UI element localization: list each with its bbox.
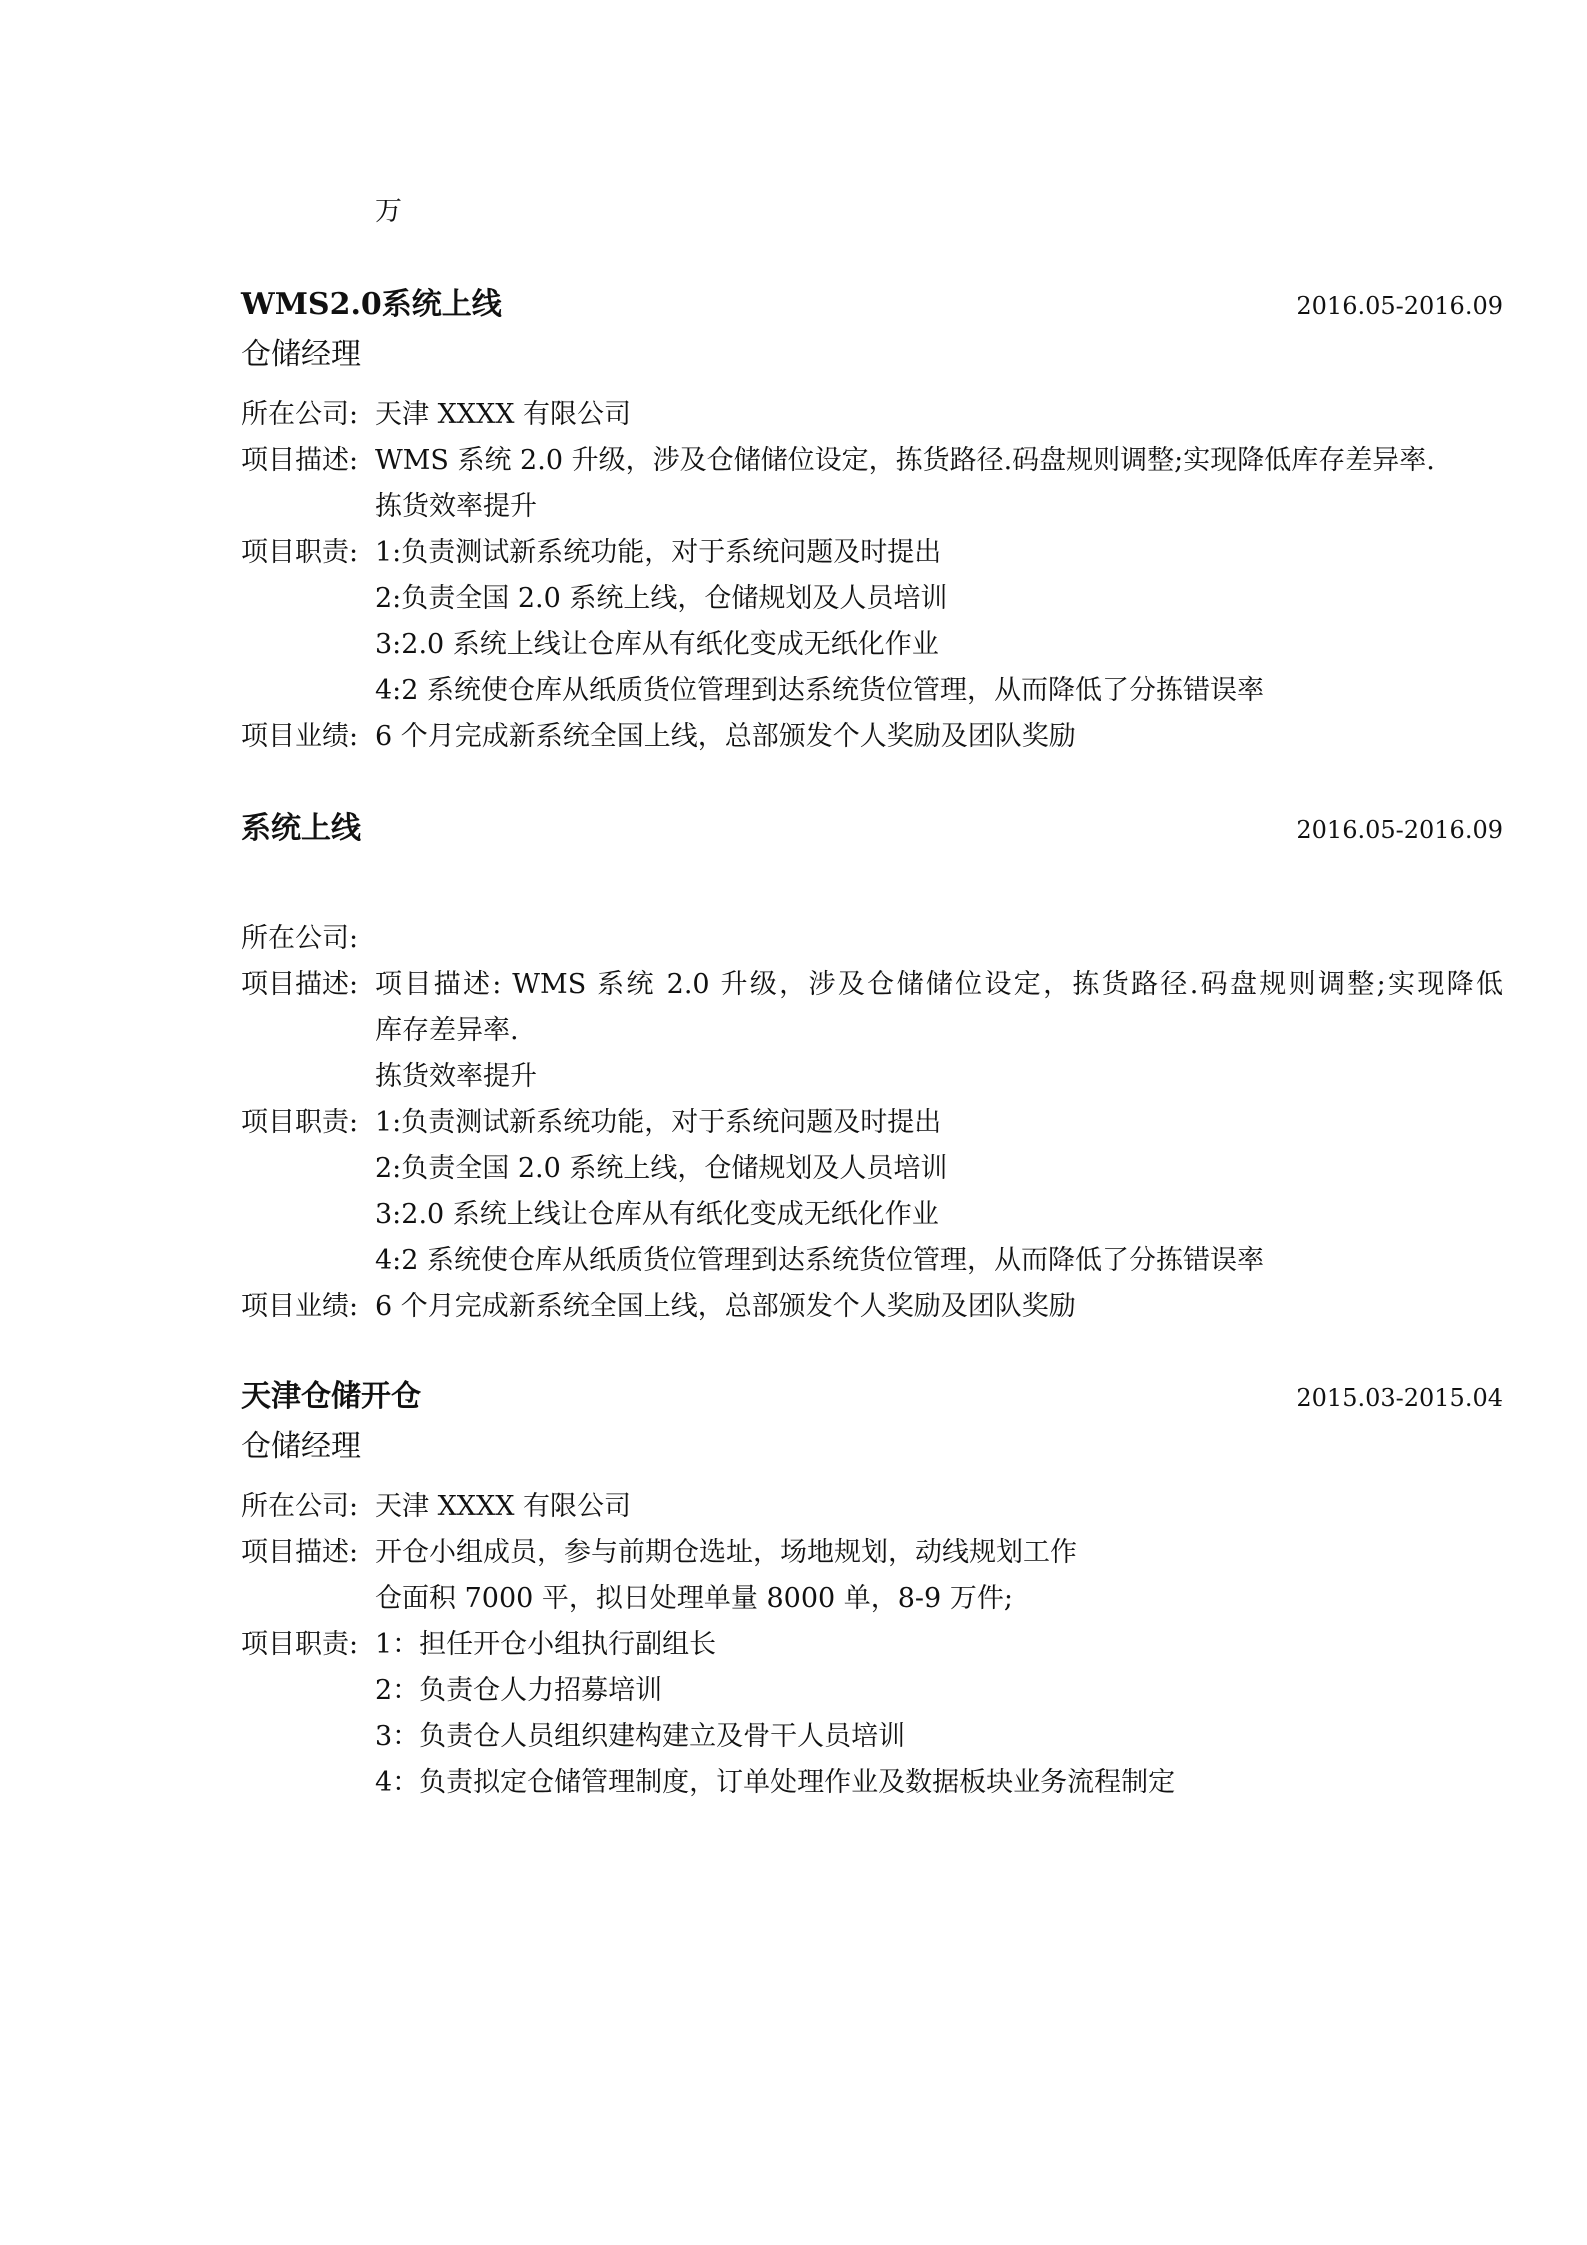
- duty-label: 项目职责:: [241, 1629, 359, 1660]
- company-label: 所在公司:: [241, 1491, 359, 1522]
- duty-item: 1:负责测试新系统功能，对于系统问题及时提出: [375, 1107, 942, 1138]
- desc-line: WMS 系统 2.0 升级，涉及仓储储位设定，拣货路径.码盘规则调整;实现降低库存差异率.: [375, 445, 1435, 476]
- project-date: 2016.05-2016.09: [1296, 292, 1503, 320]
- project-date: 2015.03-2015.04: [1296, 1384, 1503, 1412]
- duty-item: 1：担任开仓小组执行副组长: [375, 1629, 717, 1660]
- desc-label: 项目描述:: [241, 445, 359, 476]
- duty-item: 2:负责全国 2.0 系统上线，仓储规划及人员培训: [375, 1153, 948, 1184]
- duty-item: 3：负责仓人员组织建构建立及骨干人员培训: [375, 1721, 906, 1752]
- company-label: 所在公司:: [241, 399, 359, 430]
- continuation-text: 万: [375, 196, 402, 227]
- duty-item: 4:2 系统使仓库从纸质货位管理到达系统货位管理，从而降低了分拣错误率: [375, 675, 1265, 706]
- result-value: 6 个月完成新系统全国上线，总部颁发个人奖励及团队奖励: [375, 721, 1076, 752]
- duty-item: 3:2.0 系统上线让仓库从有纸化变成无纸化作业: [375, 1199, 939, 1230]
- project-role: 仓储经理: [241, 1429, 361, 1464]
- desc-line: 仓面积 7000 平，拟日处理单量 8000 单，8-9 万件;: [375, 1583, 1013, 1614]
- desc-line: 拣货效率提升: [375, 1061, 537, 1092]
- desc-line: 库存差异率.: [375, 1015, 519, 1046]
- company-label: 所在公司:: [241, 923, 359, 954]
- desc-line: 拣货效率提升: [375, 491, 537, 522]
- project-title: 系统上线: [241, 811, 361, 846]
- result-label: 项目业绩:: [241, 721, 359, 752]
- project-title: 天津仓储开仓: [241, 1379, 421, 1414]
- project-role: 仓储经理: [241, 337, 361, 372]
- project-title: WMS2.0系统上线: [241, 287, 502, 322]
- result-value: 6 个月完成新系统全国上线，总部颁发个人奖励及团队奖励: [375, 1291, 1076, 1322]
- desc-label: 项目描述:: [241, 969, 359, 1000]
- company-value: 天津 XXXX 有限公司: [375, 399, 632, 430]
- duty-label: 项目职责:: [241, 537, 359, 568]
- desc-line: 项目描述: WMS 系统 2.0 升级，涉及仓储储位设定，拣货路径.码盘规则调整;实现降低: [375, 969, 1503, 1000]
- result-label: 项目业绩:: [241, 1291, 359, 1322]
- project-date: 2016.05-2016.09: [1296, 816, 1503, 844]
- desc-label: 项目描述:: [241, 1537, 359, 1568]
- duty-label: 项目职责:: [241, 1107, 359, 1138]
- duty-item: 4：负责拟定仓储管理制度，订单处理作业及数据板块业务流程制定: [375, 1767, 1176, 1798]
- duty-item: 1:负责测试新系统功能，对于系统问题及时提出: [375, 537, 942, 568]
- company-value: 天津 XXXX 有限公司: [375, 1491, 632, 1522]
- duty-item: 3:2.0 系统上线让仓库从有纸化变成无纸化作业: [375, 629, 939, 660]
- duty-item: 4:2 系统使仓库从纸质货位管理到达系统货位管理，从而降低了分拣错误率: [375, 1245, 1265, 1276]
- duty-item: 2:负责全国 2.0 系统上线，仓储规划及人员培训: [375, 583, 948, 614]
- desc-line: 开仓小组成员，参与前期仓选址，场地规划，动线规划工作: [375, 1537, 1077, 1568]
- duty-item: 2：负责仓人力招募培训: [375, 1675, 663, 1706]
